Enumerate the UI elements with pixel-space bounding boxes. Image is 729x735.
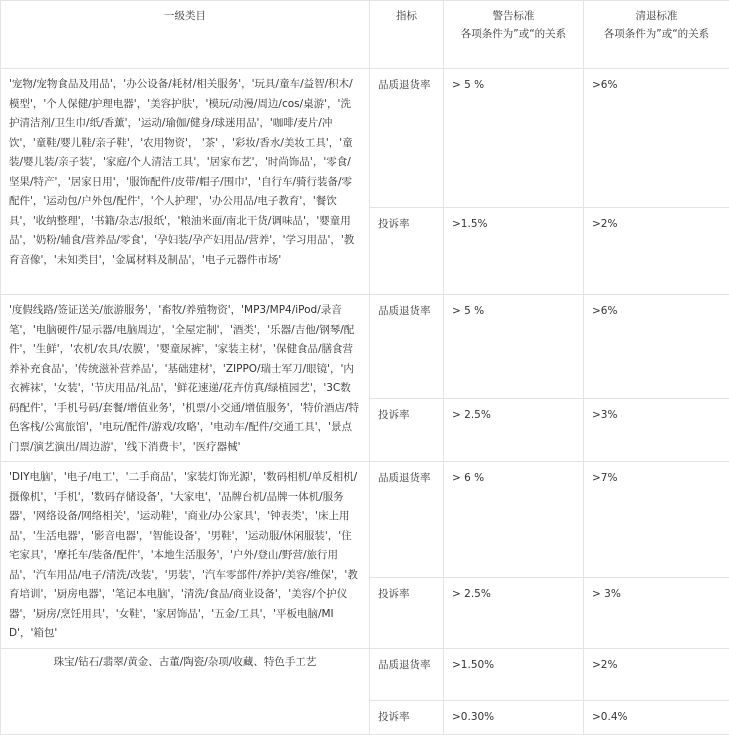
header-warning-title: 警告标准 [444, 7, 583, 25]
table-row [1, 462, 729, 578]
indicator-cell: 投诉率 [370, 208, 444, 295]
warning-value: >1.50% [444, 648, 584, 700]
warning-value: > 5 % [444, 69, 584, 208]
warning-value: > 2.5% [444, 398, 584, 461]
header-clear-title: 清退标准 [584, 7, 729, 25]
header-clear-sub: 各项条件为”或“的关系 [584, 25, 729, 43]
clear-value: >3% [584, 398, 729, 461]
clear-value: >6% [584, 295, 729, 399]
category-cell: '宠物/宠物食品及用品'，'办公设备/耗材/相关服务'，'玩具/童车/益智/积木/模型'，'个人保健/护理电器'，'美容护肤'，'模玩/动漫/周边/cos/桌游'，'洗护清洁剂/卫生巾/纸/香薰'，'运动/瑜伽/健身/球迷用品'，'咖啡/麦片/冲饮'，'童鞋/婴儿鞋/亲子鞋'，'农用物资'， '茶' ，'彩妆/香水/美妆工具'，'童装/婴儿装/亲子装'，'家庭/个人清洁工具'，'居家布艺'，'时尚饰品'，'零食/坚果/特产'，'居家日用'，'服饰配件/皮带/帽子/围巾'，'自行车/骑行装备/零配件'，'运动包/户外包/配件'，'个人护理'，'办公用品/电子教育'，'餐饮具'，'收纳整理'，'书籍/杂志/报纸'，'粮油米面/南北干货/调味品'，'婴童用品'，'奶粉/辅食/营养品/零食'，'孕妇装/孕产妇用品/营养'，'学习用品'，'教育音像'，'未知类目'，'金属材料及制品'，'电子元器件市场' [1, 69, 370, 295]
header-category: 一级类目 [1, 1, 370, 69]
indicator-cell: 投诉率 [370, 577, 444, 648]
header-warning-sub: 各项条件为”或“的关系 [444, 25, 583, 43]
table-row [1, 295, 729, 399]
category-cell: 珠宝/钻石/翡翠/黄金、古董/陶瓷/杂项/收藏、特色手工艺 [1, 648, 370, 734]
clear-value: >6% [584, 69, 729, 208]
indicator-cell: 投诉率 [370, 398, 444, 461]
clear-value: > 3% [584, 577, 729, 648]
category-cell: '度假线路/签证送关/旅游服务'，'畜牧/养殖物资'，'MP3/MP4/iPod/录音笔'，'电脑硬件/显示器/电脑周边'，'全屋定制'，'酒类'，'乐器/吉他/钢琴/配件'，'生鲜'，'农机/农具/农膜'，'婴童尿裤'，'家装主材'，'保健食品/膳食营养补充食品'，'传统滋补营养品'，'基础建材'，'ZIPPO/瑞士军刀/眼镜'，'内衣裤袜'，'女装'，'节庆用品/礼品'，'鲜花速递/花卉仿真/绿植园艺'，'3C数码配件'，'手机号码/套餐/增值业务'，'机票/小交通/增值服务'，'特价酒店/特色客栈/公寓旅馆'，'电玩/配件/游戏/攻略'，'电动车/配件/交通工具'，'景点门票/演艺演出/周边游'，'线下消费卡'，'医疗器械' [1, 295, 370, 462]
header-indicator: 指标 [370, 1, 444, 69]
warning-value: > 2.5% [444, 577, 584, 648]
warning-value: > 5 % [444, 295, 584, 399]
indicator-cell: 投诉率 [370, 700, 444, 734]
table-row [1, 69, 729, 208]
clear-value: >2% [584, 208, 729, 295]
table-header-row [1, 1, 729, 69]
indicator-cell: 品质退货率 [370, 648, 444, 700]
category-cell: 'DIY电脑'，'电子/电工'，'二手商品'，'家装灯饰光源'，'数码相机/单反相机/摄像机'，'手机'，'数码存储设备'，'大家电'，'品牌台机/品牌一体机/服务器'，'网络设备/网络相关'，'运动鞋'，'商业/办公家具'，'钟表类'，'床上用品'，'生活电器'，'影音电器'，'智能设备'，'男鞋'，'运动服/休闲服装'，'住宅家具'，'摩托车/装备/配件'，'本地生活服务'，'户外/登山/野营/旅行用品'，'汽车用品/电子/清洗/改装'，'男装'，'汽车零部件/养护/美容/维保'，'教育培训'，'厨房电器'，'笔记本电脑'，'清洗/食品/商业设备'，'美容/个护仪器'，'厨房/烹饪用具'，'女鞋'，'家居饰品'，'五金/工具'，'平板电脑/MID'，'箱包' [1, 462, 370, 649]
clear-value: >2% [584, 648, 729, 700]
indicator-cell: 品质退货率 [370, 69, 444, 208]
clear-value: >0.4% [584, 700, 729, 734]
indicator-cell: 品质退货率 [370, 295, 444, 399]
clear-value: >7% [584, 462, 729, 578]
header-warning [444, 1, 584, 69]
warning-value: >1.5% [444, 208, 584, 295]
table-row [1, 648, 729, 700]
header-clear [584, 1, 729, 69]
indicator-cell: 品质退货率 [370, 462, 444, 578]
warning-value: > 6 % [444, 462, 584, 578]
warning-value: >0.30% [444, 700, 584, 734]
